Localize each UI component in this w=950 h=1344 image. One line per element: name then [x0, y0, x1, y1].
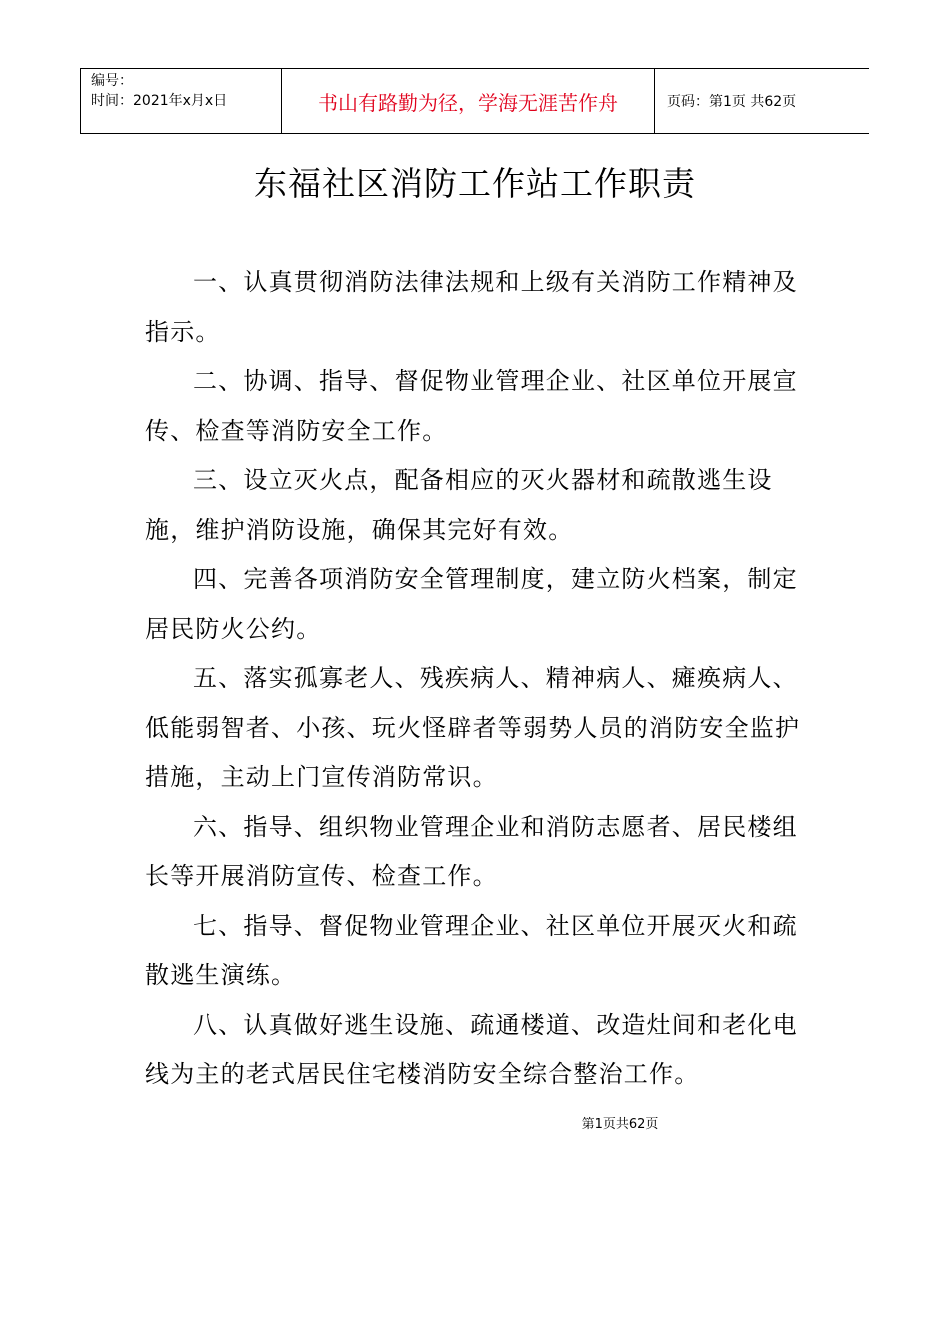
page-label: 页码：第1页 共62页: [667, 94, 797, 110]
header-table: [80, 68, 869, 134]
page-footer: 第1页共62页: [581, 1117, 659, 1132]
paragraph: 五、落实孤寡老人、残疾病人、精神病人、瘫痪病人、低能弱智者、小孩、玩火怪辟者等弱势人员的消防安全监护措施，主动上门宣传消防常识。: [145, 664, 801, 791]
motto-text: 书山有路勤为径，学海无涯苦作舟: [318, 90, 618, 115]
header-page-cell: [655, 69, 869, 133]
paragraph: 二、协调、指导、督促物业管理企业、社区单位开展宣传、检查等消防安全工作。: [145, 367, 798, 445]
paragraph: 八、认真做好逃生设施、疏通楼道、改造灶间和老化电线为主的老式居民住宅楼消防安全综合整治工作。: [145, 1010, 798, 1088]
header-motto-cell: [281, 69, 655, 133]
paragraph: 六、指导、组织物业管理企业和消防志愿者、居民楼组长等开展消防宣传、检查工作。: [145, 812, 798, 890]
document-title: 东福社区消防工作站工作职责: [254, 164, 696, 203]
time-label: 时间：2021年x月x日: [91, 93, 228, 109]
paragraph: 四、完善各项消防安全管理制度，建立防火档案，制定居民防火公约。: [145, 565, 798, 643]
header-meta-cell: [80, 69, 281, 133]
paragraph: 三、设立灭火点，配备相应的灭火器材和疏散逃生设施，维护消防设施，确保其完好有效。: [145, 466, 773, 544]
paragraph: 七、指导、督促物业管理企业、社区单位开展灭火和疏散逃生演练。: [145, 911, 798, 989]
document-body: [145, 258, 815, 1100]
number-label: 编号：: [91, 73, 133, 89]
paragraph: 一、认真贯彻消防法律法规和上级有关消防工作精神及指示。: [145, 268, 798, 346]
